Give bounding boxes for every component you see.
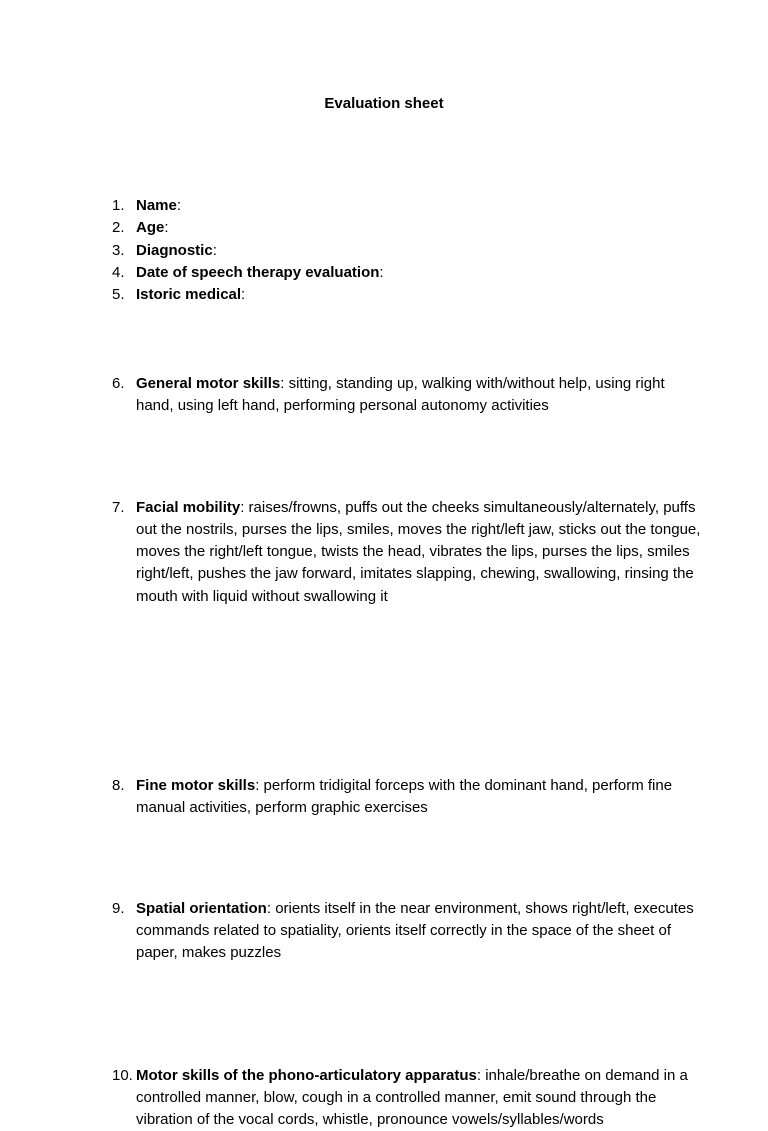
item-text: : orients itself in the near environment, shows right/left, executes commands related to spatiality, orients itself correctly in the space of the sheet of paper, makes puzzles xyxy=(136,899,694,962)
basic-info-list xyxy=(112,195,682,306)
item-number: 6. xyxy=(112,375,125,392)
list-item xyxy=(112,195,682,217)
item-number: 1. xyxy=(112,197,125,214)
item-label: Fine motor skills xyxy=(136,777,256,795)
list-item xyxy=(112,217,682,239)
item-text: : perform tridigital forceps with the dominant hand, perform fine manual activities, perform graphic exercises xyxy=(136,777,673,817)
item-number: 10. xyxy=(112,1066,133,1084)
item-suffix: : xyxy=(176,197,182,214)
item-label: Istoric medical xyxy=(136,286,242,304)
item-label: Name xyxy=(136,197,177,214)
item-label: Diagnostic xyxy=(136,241,213,259)
item-text: : inhale/breathe on demand in a controlled manner, blow, cough in a controlled manner, emit sound through the vibration of the vocal cords, whistle, pronounce vowels/syllables/words xyxy=(136,1066,688,1129)
item-number: 2. xyxy=(112,219,125,237)
item-label: Age xyxy=(136,219,165,237)
item-text: : raises/frowns, puffs out the cheeks simultaneously/alternately, puffs out the nostrils, purses the lips, smiles, moves the right/left jaw, sticks out the tongue, moves the right/left tongue, twists the head, vibrates the lips, purses the lips, smiles right/left, pushes the jaw forward, imitates slapping, chewing, swallowing, rinsing the mouth with liquid without swallowing it xyxy=(136,498,701,605)
item-number: 8. xyxy=(112,777,125,795)
item-label: Motor skills of the phono-articulatory apparatus xyxy=(136,1066,477,1084)
item-text: : sitting, standing up, walking with/without help, using right hand, using left hand, performing personal autonomy activities xyxy=(136,375,665,415)
item-label: General motor skills xyxy=(136,375,281,392)
item-number: 9. xyxy=(112,899,125,917)
evaluation-item-facial-mobility xyxy=(112,497,706,608)
evaluation-item-general-motor-skills xyxy=(112,373,706,418)
item-number: 7. xyxy=(112,498,125,516)
item-suffix: : xyxy=(164,219,169,237)
evaluation-item-phono-articulatory-motor-skills xyxy=(112,1065,706,1131)
list-item xyxy=(112,284,682,306)
evaluation-item-fine-motor-skills xyxy=(112,775,706,820)
list-item xyxy=(112,240,682,262)
page-title: Evaluation sheet xyxy=(324,95,444,112)
evaluation-item-spatial-orientation xyxy=(112,898,706,965)
item-label: Date of speech therapy evaluation xyxy=(136,263,380,281)
item-label: Facial mobility xyxy=(136,498,241,516)
item-suffix: : xyxy=(241,286,246,304)
list-item xyxy=(112,262,682,284)
item-suffix: : xyxy=(212,241,217,259)
item-number: 3. xyxy=(112,241,125,259)
item-label: Spatial orientation xyxy=(136,899,267,917)
item-suffix: : xyxy=(379,263,384,281)
item-number: 4. xyxy=(112,263,125,281)
item-number: 5. xyxy=(112,286,125,304)
